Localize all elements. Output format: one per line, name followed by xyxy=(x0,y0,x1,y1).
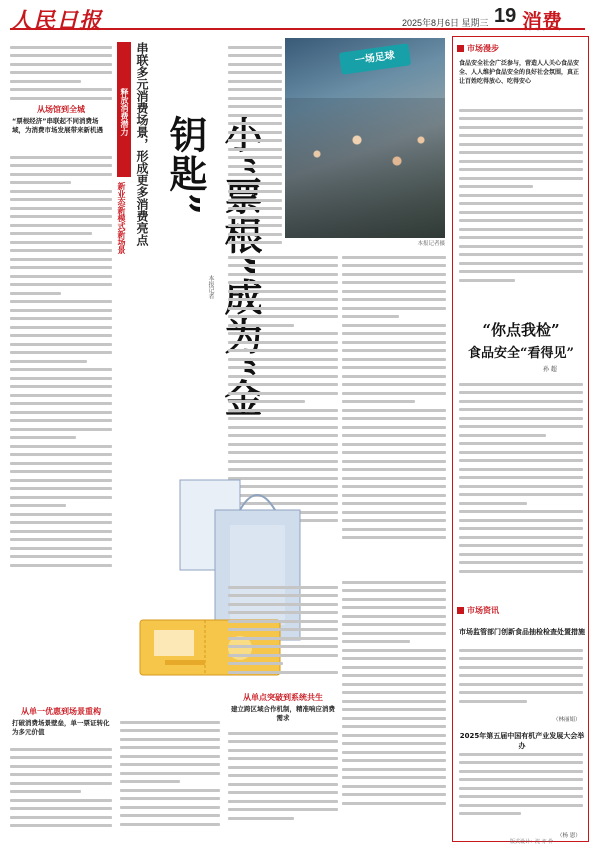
red-square-icon xyxy=(457,607,464,614)
center-column-text-1 xyxy=(228,40,282,260)
feature-body-text xyxy=(459,377,583,599)
section-subheading-3: 建立跨区域合作机制，精准响应消费需求 xyxy=(231,705,335,722)
headline-subtitle: 串联多元消费场景，形成更多消费亮点 xyxy=(135,42,149,246)
box-title-text-2: 市场资讯 xyxy=(467,606,499,615)
section-subheading-2: 打破消费场景壁垒，单一票证转化为多元价值 xyxy=(12,719,110,736)
center-column-text-3 xyxy=(342,250,446,570)
headline-kicker: 释放消费潜力 xyxy=(117,42,131,177)
feature-byline: 孙 超 xyxy=(543,366,557,373)
news-photo-crowd xyxy=(285,38,445,238)
headline-subtitle-secondary: 新业态新模式新场景 xyxy=(117,182,127,254)
center-column-text-4 xyxy=(120,715,220,835)
news-item-1-tag: （林丽娟） xyxy=(553,717,581,723)
box-1-lede: 食品安全社会广泛参与，营造人人关心食品安全、人人维护食品安全的良好社会氛围，真正让百姓吃得放心、吃得安心 xyxy=(459,60,580,85)
center-column-text-5 xyxy=(228,580,338,690)
box-title-market-news xyxy=(457,605,499,616)
page-number: 19 xyxy=(494,5,517,27)
box-title-market-stroll xyxy=(457,43,499,54)
center-column-text-7 xyxy=(342,575,446,837)
photo-caption-text: 本报记者摄 xyxy=(417,241,445,247)
newspaper-logo: 人民日报 xyxy=(10,8,103,34)
footer-editor-credit: 版式设计：沈 亦 伶 xyxy=(510,839,554,845)
left-column-text-3 xyxy=(10,742,112,836)
red-square-icon xyxy=(457,45,464,52)
left-column-text-1 xyxy=(10,40,112,100)
section-heading-3: 从单点突破到系统共生 xyxy=(243,693,323,702)
feature-headline-line-1: “你点我检” xyxy=(482,321,560,339)
news-item-1-body xyxy=(459,643,583,713)
photo-caption xyxy=(388,240,445,248)
box-title-text-1: 市场漫步 xyxy=(467,44,499,53)
section-subheading-1: “票根经济”串联起不同消费场域，为消费市场发展带来新机遇 xyxy=(12,117,103,134)
right-sidebar-box xyxy=(452,36,589,842)
crowd-image xyxy=(285,98,445,238)
page-section-name: 消费 xyxy=(522,9,562,33)
photo-banner-sign: 一场足球 xyxy=(339,43,411,75)
section-heading-2: 从单一优惠到场景重构 xyxy=(21,707,101,716)
box-1-body-text xyxy=(459,103,583,303)
masthead xyxy=(10,4,585,34)
issue-date: 2025年8月6日 星期三 xyxy=(402,18,489,28)
headline-byline: 本报记者 xyxy=(207,275,214,299)
feature-headline-line-2: 食品安全“看得见” xyxy=(468,346,574,361)
center-column-text-6 xyxy=(228,726,338,836)
news-item-2-title: 2025年第五届中国有机产业发展大会举办 xyxy=(459,732,585,750)
section-heading-1: 从场馆到全城 xyxy=(37,105,85,114)
left-column-text-2 xyxy=(10,150,112,602)
headline-main: 小“票根”成为“金钥匙” xyxy=(163,115,263,418)
news-item-2-tag: （杨 恩） xyxy=(557,833,581,839)
news-item-1-title: 市场监管部门创新食品抽检检查处置措施 xyxy=(459,628,585,636)
page-footer xyxy=(10,838,585,846)
news-item-2-body xyxy=(459,747,583,831)
